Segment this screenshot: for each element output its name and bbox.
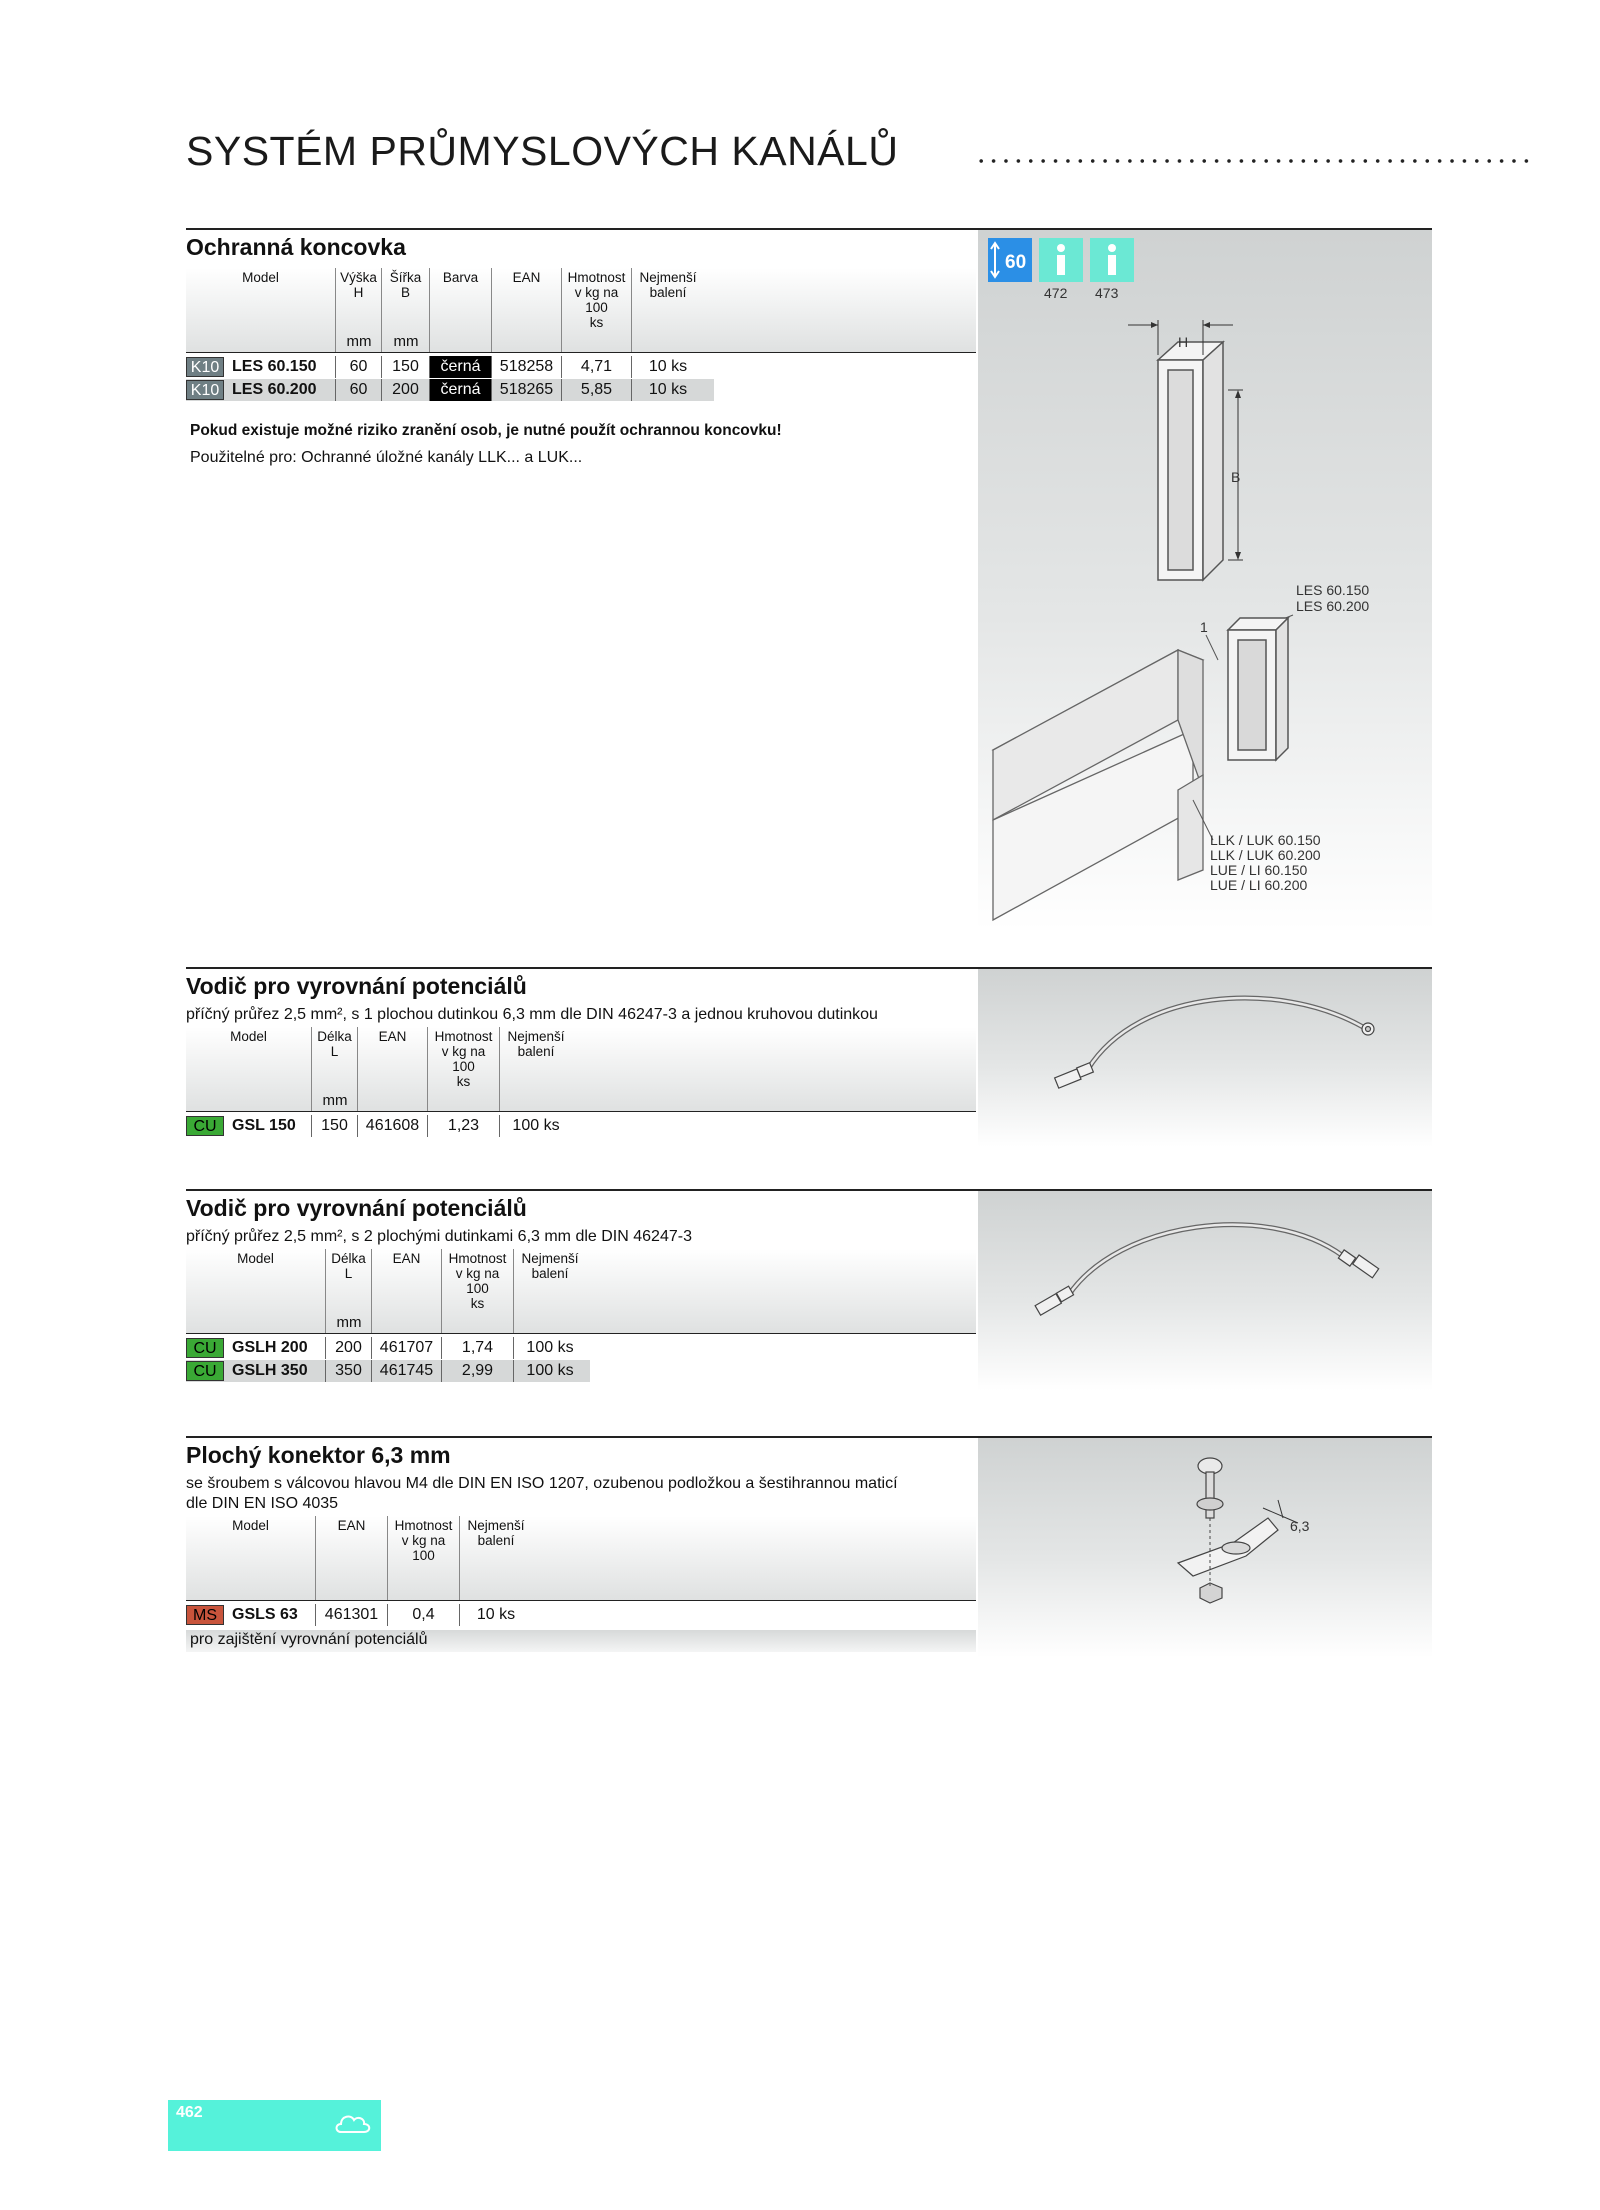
weight-cell: 0,4	[388, 1604, 460, 1626]
figure-label-llk-150: LLK / LUK 60.150	[1210, 832, 1321, 848]
col-model: Model	[186, 1249, 326, 1333]
size-badge-label: 60	[1005, 252, 1027, 273]
section-title: Vodič pro vyrovnání potenciálů	[186, 1195, 527, 1221]
col-height: Výška H	[336, 268, 382, 352]
warning-text: Pokud existuje možné riziko zranění osob, je nutné použít ochrannou koncovku!	[190, 422, 782, 439]
col-ean: EAN	[316, 1516, 388, 1600]
info-ref-1: 472	[1044, 285, 1068, 301]
figure-label-les-200: LES 60.200	[1296, 598, 1370, 614]
pack-cell: 10 ks	[648, 358, 688, 375]
length-cell: 350	[326, 1360, 372, 1382]
end-cap-drawing	[978, 230, 1432, 930]
material-badge: K10	[186, 380, 224, 400]
note-text: pro zajištění vyrovnání potenciálů	[190, 1631, 428, 1648]
model-cell: GSLH 350	[226, 1360, 326, 1382]
weight-cell: 1,74	[442, 1337, 514, 1359]
table-header	[186, 1516, 976, 1601]
flat-connector-drawing	[978, 1438, 1432, 1658]
page-number: 462	[176, 2104, 203, 2121]
product-figure	[978, 1438, 1432, 1658]
width-cell: 200	[382, 379, 430, 401]
ean-cell: 461301	[316, 1604, 388, 1626]
ean-cell: 461707	[372, 1337, 442, 1359]
col-ean: EAN	[372, 1249, 442, 1333]
section-title: Plochý konektor 6,3 mm	[186, 1442, 451, 1468]
cloud-outline-icon	[335, 2110, 371, 2136]
table-header	[186, 1249, 976, 1334]
color-cell: černá	[430, 356, 492, 378]
page-footer	[168, 2100, 381, 2151]
model-cell: GSLS 63	[226, 1604, 316, 1626]
col-weight: Hmotnost v kg na 100 ks	[428, 1027, 500, 1111]
col-length: Délka L	[326, 1249, 372, 1333]
ean-cell: 461608	[358, 1115, 428, 1137]
table-row	[186, 379, 714, 401]
pack-cell: 100 ks	[512, 1117, 560, 1134]
ean-cell: 518258	[492, 356, 562, 378]
col-pack: Nejmenší balení	[467, 1518, 525, 1548]
col-weight: Hmotnost v kg na 100 ks	[562, 268, 632, 352]
info-ref-2: 473	[1095, 285, 1119, 301]
weight-cell: 2,99	[442, 1360, 514, 1382]
col-pack: Nejmenší balení	[639, 270, 697, 300]
col-model: Model	[186, 1027, 312, 1111]
weight-cell: 4,71	[562, 356, 632, 378]
section-ochranna-koncovka	[186, 228, 1432, 930]
pack-cell: 10 ks	[648, 381, 688, 398]
material-badge: CU	[186, 1116, 224, 1136]
col-pack: Nejmenší balení	[507, 1029, 565, 1059]
col-weight: Hmotnost v kg na 100	[388, 1516, 460, 1600]
col-weight: Hmotnost v kg na 100 ks	[442, 1249, 514, 1333]
ean-cell: 461745	[372, 1360, 442, 1382]
model-cell: LES 60.150	[226, 356, 336, 378]
col-model: Model	[186, 1516, 316, 1600]
material-badge: MS	[186, 1605, 224, 1625]
usage-text: Použitelné pro: Ochranné úložné kanály LLK... a LUK...	[190, 449, 583, 466]
length-cell: 200	[326, 1337, 372, 1359]
figure-label-llk-200: LLK / LUK 60.200	[1210, 847, 1321, 863]
product-figure	[978, 969, 1432, 1147]
material-badge: CU	[186, 1361, 224, 1381]
ean-cell: 518265	[492, 379, 562, 401]
section-title: Ochranná koncovka	[186, 234, 406, 260]
pack-cell: 100 ks	[526, 1339, 574, 1356]
model-cell: LES 60.200	[226, 379, 336, 401]
table-row	[186, 1115, 586, 1137]
height-cell: 60	[336, 379, 382, 401]
dim-b-label: B	[1231, 469, 1241, 485]
dim-label: 6,3	[1290, 1518, 1310, 1534]
table-row	[186, 1360, 590, 1382]
height-cell: 60	[336, 356, 382, 378]
figure-label-lue-150: LUE / LI 60.150	[1210, 862, 1308, 878]
section-gsls	[186, 1436, 1432, 1678]
product-figure	[978, 230, 1432, 930]
col-ean: EAN	[492, 268, 562, 352]
section-subtitle-line-1: se šroubem s válcovou hlavou M4 dle DIN EN ISO 1207, ozubenou podložkou a šestihrannou maticí	[186, 1475, 898, 1492]
section-subtitle: příčný průřez 2,5 mm², s 2 plochými dutinkami 6,3 mm dle DIN 46247-3	[186, 1228, 692, 1245]
col-ean: EAN	[358, 1027, 428, 1111]
pack-cell: 100 ks	[526, 1362, 574, 1379]
section-subtitle-line-2: dle DIN EN ISO 4035	[186, 1495, 339, 1512]
section-gslh	[186, 1189, 1432, 1401]
dim-h-label: H	[1178, 334, 1189, 350]
weight-cell: 5,85	[562, 379, 632, 401]
model-cell: GSLH 200	[226, 1337, 326, 1359]
section-subtitle: příčný průřez 2,5 mm², s 1 plochou dutinkou 6,3 mm dle DIN 46247-3 a jednou kruhovou dutinkou	[186, 1006, 878, 1023]
weight-cell: 1,23	[428, 1115, 500, 1137]
col-model: Model	[186, 268, 336, 352]
unit-length: mm	[336, 1314, 362, 1331]
section-title: Vodič pro vyrovnání potenciálů	[186, 973, 527, 999]
single-lug-cable-drawing	[978, 969, 1432, 1147]
col-pack: Nejmenší balení	[521, 1251, 579, 1281]
col-color: Barva	[430, 268, 492, 352]
model-cell: GSL 150	[226, 1115, 312, 1137]
col-width: Šířka B	[382, 268, 430, 352]
material-badge: K10	[186, 357, 224, 377]
page-title: SYSTÉM PRŮMYSLOVÝCH KANÁLŮ	[186, 128, 899, 174]
table-row	[186, 1604, 546, 1626]
unit-height: mm	[346, 333, 372, 350]
width-cell: 150	[382, 356, 430, 378]
table-row	[186, 1337, 596, 1359]
col-length: Délka L	[312, 1027, 358, 1111]
length-cell: 150	[312, 1115, 358, 1137]
section-gsl	[186, 967, 1432, 1159]
table-header	[186, 1027, 976, 1112]
figure-label-les-150: LES 60.150	[1296, 582, 1370, 598]
unit-length: mm	[322, 1092, 348, 1109]
product-figure	[978, 1191, 1432, 1391]
double-lug-cable-drawing	[978, 1191, 1432, 1391]
part-number-label: 1	[1200, 619, 1208, 635]
table-header	[186, 268, 976, 353]
material-badge: CU	[186, 1338, 224, 1358]
pack-cell: 10 ks	[476, 1606, 516, 1623]
table-row	[186, 356, 706, 378]
figure-label-lue-200: LUE / LI 60.200	[1210, 877, 1308, 893]
title-dotted-leader	[975, 156, 1535, 166]
color-cell: černá	[430, 379, 492, 401]
unit-width: mm	[393, 333, 419, 350]
